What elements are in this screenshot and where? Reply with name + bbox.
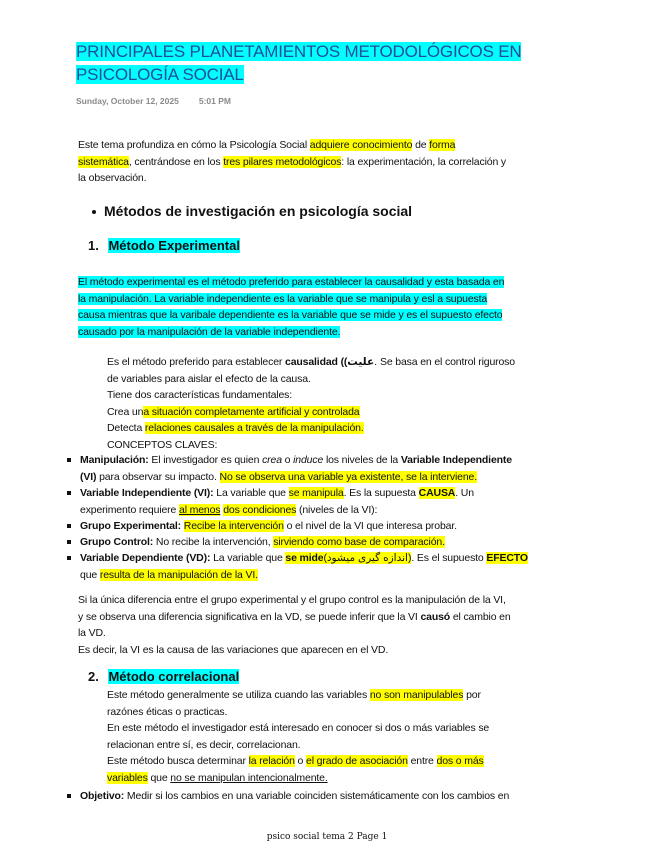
highlight: Recibe la intervención [183,520,284,532]
square-bullet-icon [67,556,71,560]
bold-text: Grupo Experimental: [80,520,182,532]
text: (niveles de la VI): [296,503,378,516]
note-time: 5:01 PM [198,96,231,106]
highlight: adquiere conocimiento [309,139,413,151]
highlight: variables [107,771,148,784]
highlight: al menos [179,503,221,516]
definition-line: causa mientras que la varibale dependiente es la variable que se mide y es el supuesto efecto [78,309,503,321]
highlight: forma [429,139,456,151]
text: . Es el supuesto [411,552,487,564]
highlight: se mide [285,552,324,564]
experimental-definition [78,274,588,340]
heading-text: Método correlacional [108,669,240,684]
definition-line: El método experimental es el método preferido para establecer la causalidad y esta basada en [78,276,505,288]
text: o [281,454,294,466]
underlined-text: no se manipulan intencionalmente. [170,771,328,784]
highlight: dos o más [436,755,484,767]
heading-number: 2. [88,669,99,684]
highlight: se manipula [288,487,344,499]
page-footer: psico social tema 2 Page 1 [266,832,388,842]
text: o el nivel de la VI que interesa probar. [283,520,457,532]
bold-text: Variable Independiente (VI): [80,487,214,499]
text: La variable que [210,552,286,564]
highlight: CAUSA [418,487,456,499]
highlight: sistemática [78,155,129,168]
experimental-description [107,354,587,453]
text: No recibe la intervención, [153,536,274,548]
text: Medir si los cambios en una variable coinciden sistemáticamente con los cambios en [124,790,510,802]
list-item [80,534,580,551]
section-heading-text: Métodos de investigación en psicología social [104,203,413,219]
text: Es el método preferido para establecer [107,356,286,368]
heading-correlational [88,669,239,684]
text: o [294,755,307,767]
text: la VD. [78,627,106,639]
square-bullet-icon [67,540,71,544]
definition-line: causado por la manipulación de la variable independiente. [78,325,341,338]
square-bullet-icon [67,794,71,798]
highlight: tres pilares metodológicos [223,155,342,168]
text: Este método generalmente se utiliza cuando las variables [107,689,370,701]
highlight: sirviendo como base de comparación. [273,536,445,548]
text: relacionan entre sí, es decir, correlacionan. [107,738,301,751]
bold-text: Variable Independiente [400,454,512,466]
bold-text: causalidad [285,356,338,368]
highlight: dos condiciones [223,503,297,516]
bold-text: Manipulación: [80,454,149,466]
note-date: Sunday, October 12, 2025 [76,96,179,106]
highlight: no son manipulables [369,689,464,701]
text: Crea un [107,405,144,418]
heading-text: Método Experimental [108,238,240,253]
experimental-conclusion [78,592,588,658]
text: Es decir, la VI es la causa de las variaciones que aparecen en el VD. [78,643,389,656]
highlight: (اندازه گیری میشود) [323,552,412,564]
text: En este método el investigador está interesado en conocer si dos o más variables se [107,722,490,734]
intro-text: : la experimentación, la correlación y [341,155,507,168]
bold-text: Objetivo: [80,790,125,802]
section-heading [92,203,412,219]
highlight: la relación [248,755,295,767]
bold-text: causó [420,610,451,623]
text: experimento requiere [80,503,179,516]
title-line-2: PSICOLOGÍA SOCIAL [76,65,244,84]
list-item [80,485,580,518]
text: . Un [455,487,474,499]
bold-text: Variable Dependiente (VD): [80,552,211,564]
text: para observar su impacto. [96,470,220,483]
intro-paragraph [78,137,588,187]
square-bullet-icon [67,524,71,528]
page-title [76,40,521,86]
note-datetime [76,96,231,106]
highlight: el grado de asociación [306,755,408,767]
bold-text: Grupo Control: [80,536,154,548]
text: CONCEPTOS CLAVES: [107,438,218,451]
correlational-description [107,687,587,786]
list-item [80,452,580,485]
list-item [80,550,580,583]
italic-text: crea [262,454,282,466]
intro-text: , centrándose en los [128,155,224,168]
text: razónes éticas o practicas. [107,705,228,718]
text: por [463,689,481,701]
square-bullet-icon [67,458,71,462]
text: Detecta [107,422,145,434]
text: de variables para aislar el efecto de la causa. [107,372,311,385]
text: los niveles de la [323,454,401,466]
text: Si la única diferencia entre el grupo experimental y el grupo control es la manipulación de la VI, [78,594,506,606]
text: Este método busca determinar [107,755,249,767]
text: el cambio en [450,610,511,623]
text: y se observa una diferencia significativa en la VD, se puede inferir que la VI [78,610,421,623]
title-line-1: PRINCIPALES PLANETAMIENTOS METODOLÓGICOS EN [76,42,522,61]
text: El investigador es quien [148,454,263,466]
text: Tiene dos características fundamentales: [107,389,293,401]
text: . Se basa en el control riguroso [374,356,515,368]
highlight: EFECTO [486,552,528,564]
highlight: No se observa una variable ya existente, se la interviene. [219,470,477,483]
text: que [80,568,100,581]
highlight: relaciones causales a través de la manipulación. [144,422,364,434]
text: entre [407,755,437,767]
text: La variable que [213,487,289,499]
list-item [80,788,580,805]
italic-text: induce [293,454,324,466]
bold-text: (VI) [80,470,97,483]
intro-text: Este tema profundiza en cómo la Psicología Social [78,139,310,151]
list-item [80,518,580,535]
square-bullet-icon [67,491,71,495]
highlight: resulta de la manipulación de la VI. [99,568,258,581]
heading-number: 1. [88,238,99,253]
heading-experimental [88,238,240,253]
definition-line: la manipulación. La variable independiente es la variable que se manipula y esl a supuesta [78,292,488,305]
bullet-icon [92,210,96,214]
highlight: a situación completamente artificial y controlada [143,405,360,418]
intro-text: la observación. [78,172,147,184]
intro-text: de [412,139,430,151]
text: que [147,771,171,784]
text: . Es la supuesta [343,487,419,499]
bold-text: ((علیت [337,356,375,368]
